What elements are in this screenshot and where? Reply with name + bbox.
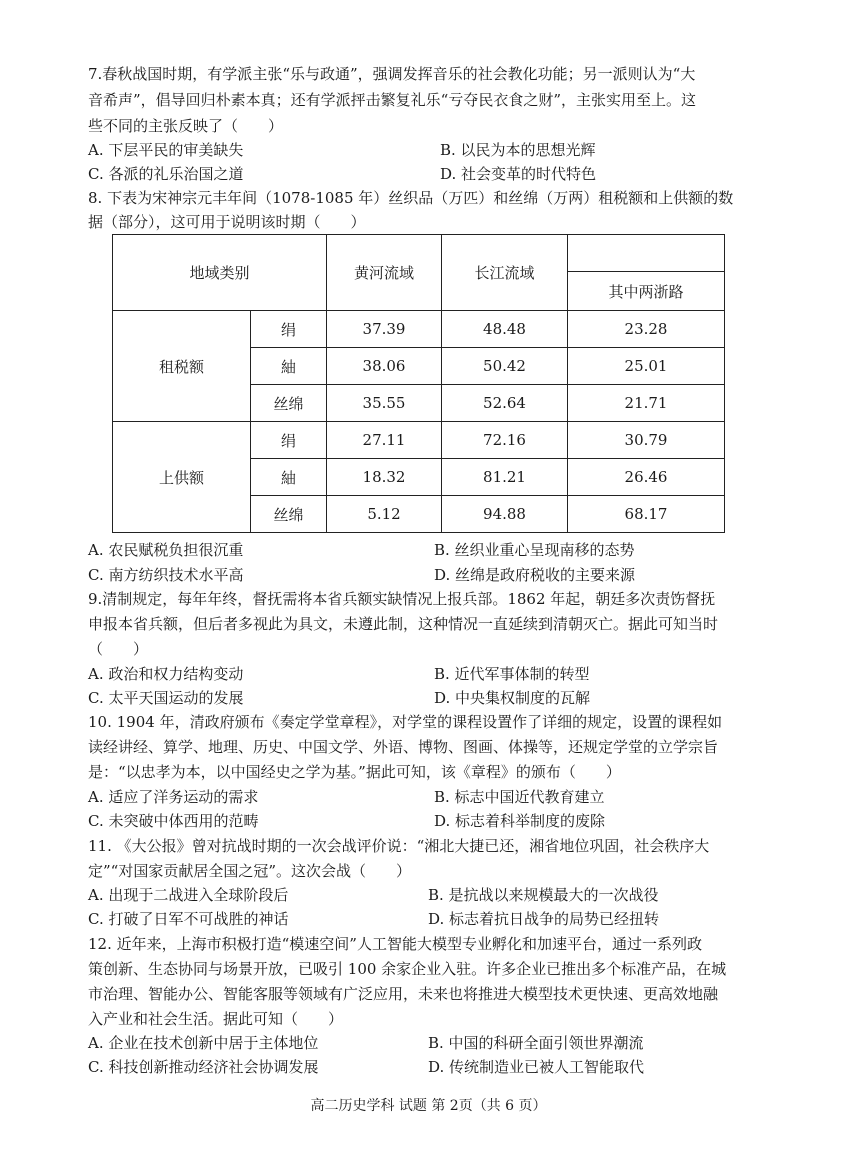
cell-liangzhe: 21.71 <box>568 385 725 422</box>
question-10-option-d: D. 标志着科举制度的废除 <box>434 812 606 830</box>
question-9-line-3: （ ） <box>88 640 149 658</box>
question-11-option-c: C. 打破了日军不可战胜的神话 <box>88 910 289 928</box>
question-8-line-2: 据（部分），这可用于说明该时期（ ） <box>88 213 366 231</box>
question-7-line-3: 些不同的主张反映了（ ） <box>88 117 284 135</box>
question-12-option-a: A. 企业在技术创新中居于主体地位 <box>88 1034 319 1052</box>
group-label-tax: 租税额 <box>113 311 251 422</box>
cell-liangzhe: 25.01 <box>568 348 725 385</box>
header-huanghe: 黄河流域 <box>327 235 442 311</box>
question-8-option-b: B. 丝织业重心呈现南移的态势 <box>434 541 635 559</box>
question-7-line-1: 7.春秋战国时期，有学派主张“乐与政通”，强调发挥音乐的社会教化功能；另一派则认为“大 <box>88 65 696 83</box>
row-item: 紬 <box>251 459 327 496</box>
row-item: 绢 <box>251 422 327 459</box>
question-7-line-2: 音希声”，倡导回归朴素本真；还有学派抨击繁复礼乐“亏夺民衣食之财”，主张实用至上。这 <box>88 91 697 109</box>
question-9-option-b: B. 近代军事体制的转型 <box>434 665 590 683</box>
question-8-option-a: A. 农民赋税负担很沉重 <box>88 541 244 559</box>
cell-huanghe: 5.12 <box>327 496 442 533</box>
cell-liangzhe: 30.79 <box>568 422 725 459</box>
question-7-option-b: B. 以民为本的思想光辉 <box>440 141 596 159</box>
question-10-option-c: C. 未突破中体西用的范畴 <box>88 812 259 830</box>
row-item: 丝绵 <box>251 496 327 533</box>
page-footer: 高二历史学科 试题 第 2页（共 6 页） <box>310 1098 547 1114</box>
question-8-line-1: 8. 下表为宋神宗元丰年间（1078-1085 年）丝织品（万匹）和丝绵（万两）租税额和上供额的数 <box>88 189 734 207</box>
question-11-line-1: 11. 《大公报》曾对抗战时期的一次会战评价说：“湘北大捷已还，湘省地位巩固，社会秩序大 <box>88 837 710 855</box>
header-liangzhe: 其中两浙路 <box>568 272 725 311</box>
question-10-line-1: 10. 1904 年，清政府颁布《奏定学堂章程》，对学堂的课程设置作了详细的规定，设置的课程如 <box>88 713 723 731</box>
cell-changjiang: 50.42 <box>442 348 568 385</box>
table-header-row <box>113 235 725 272</box>
question-7-option-a: A. 下层平民的审美缺失 <box>88 141 244 159</box>
question-8-option-d: D. 丝绵是政府税收的主要来源 <box>434 566 636 584</box>
cell-changjiang: 48.48 <box>442 311 568 348</box>
row-item: 丝绵 <box>251 385 327 422</box>
question-9-option-a: A. 政治和权力结构变动 <box>88 665 244 683</box>
question-12-option-d: D. 传统制造业已被人工智能取代 <box>428 1058 645 1076</box>
table-row <box>113 422 725 459</box>
header-changjiang: 长江流域 <box>442 235 568 311</box>
question-12-option-c: C. 科技创新推动经济社会协调发展 <box>88 1058 319 1076</box>
question-10-option-b: B. 标志中国近代教育建立 <box>434 788 605 806</box>
cell-changjiang: 72.16 <box>442 422 568 459</box>
cell-changjiang: 81.21 <box>442 459 568 496</box>
question-9-option-d: D. 中央集权制度的瓦解 <box>434 689 591 707</box>
question-10-line-3: 是：“以忠孝为本，以中国经史之学为基。”据此可知，该《章程》的颁布（ ） <box>88 763 621 781</box>
question-12-line-4: 入产业和社会生活。据此可知（ ） <box>88 1010 344 1028</box>
question-9-line-1: 9.清制规定，每年年终，督抚需将本省兵额实缺情况上报兵部。1862 年起，朝廷多次责饬督抚 <box>88 590 716 608</box>
row-item: 紬 <box>251 348 327 385</box>
question-11-option-b: B. 是抗战以来规模最大的一次战役 <box>428 886 659 904</box>
question-10-option-a: A. 适应了洋务运动的需求 <box>88 788 259 806</box>
question-11-option-a: A. 出现于二战进入全球阶段后 <box>88 886 289 904</box>
question-9-option-c: C. 太平天国运动的发展 <box>88 689 244 707</box>
question-11-option-d: D. 标志着抗日战争的局势已经扭转 <box>428 910 660 928</box>
question-7-option-d: D. 社会变革的时代特色 <box>440 165 597 183</box>
header-region-type: 地域类别 <box>113 235 327 311</box>
cell-liangzhe: 23.28 <box>568 311 725 348</box>
cell-liangzhe: 68.17 <box>568 496 725 533</box>
group-label-tribute: 上供额 <box>113 422 251 533</box>
cell-liangzhe: 26.46 <box>568 459 725 496</box>
question-12-line-1: 12. 近年来，上海市积极打造“模速空间”人工智能大模型专业孵化和加速平台，通过一系列政 <box>88 935 702 953</box>
question-8-option-c: C. 南方纺织技术水平高 <box>88 566 244 584</box>
question-11-line-2: 定”“对国家贡献居全国之冠”。这次会战（ ） <box>88 862 412 880</box>
cell-changjiang: 94.88 <box>442 496 568 533</box>
cell-huanghe: 37.39 <box>327 311 442 348</box>
question-10-line-2: 读经讲经、算学、地理、历史、中国文学、外语、博物、图画、体操等，还规定学堂的立学宗旨 <box>88 738 719 756</box>
cell-huanghe: 35.55 <box>327 385 442 422</box>
question-12-option-b: B. 中国的科研全面引领世界潮流 <box>428 1034 644 1052</box>
cell-huanghe: 27.11 <box>327 422 442 459</box>
row-item: 绢 <box>251 311 327 348</box>
cell-changjiang: 52.64 <box>442 385 568 422</box>
question-12-line-2: 策创新、生态协同与场景开放，已吸引 100 余家企业入驻。许多企业已推出多个标准产品，在城 <box>88 960 727 978</box>
question-9-line-2: 申报本省兵额，但后者多视此为具文，未遵此制，这种情况一直延续到清朝灭亡。据此可知当时 <box>88 615 719 633</box>
question-7-option-c: C. 各派的礼乐治国之道 <box>88 165 244 183</box>
header-blank <box>568 235 725 272</box>
cell-huanghe: 18.32 <box>327 459 442 496</box>
silk-tax-table <box>112 234 725 533</box>
table-row <box>113 311 725 348</box>
cell-huanghe: 38.06 <box>327 348 442 385</box>
question-12-line-3: 市治理、智能办公、智能客服等领域有广泛应用，未来也将推进大模型技术更快速、更高效地融 <box>88 985 719 1003</box>
